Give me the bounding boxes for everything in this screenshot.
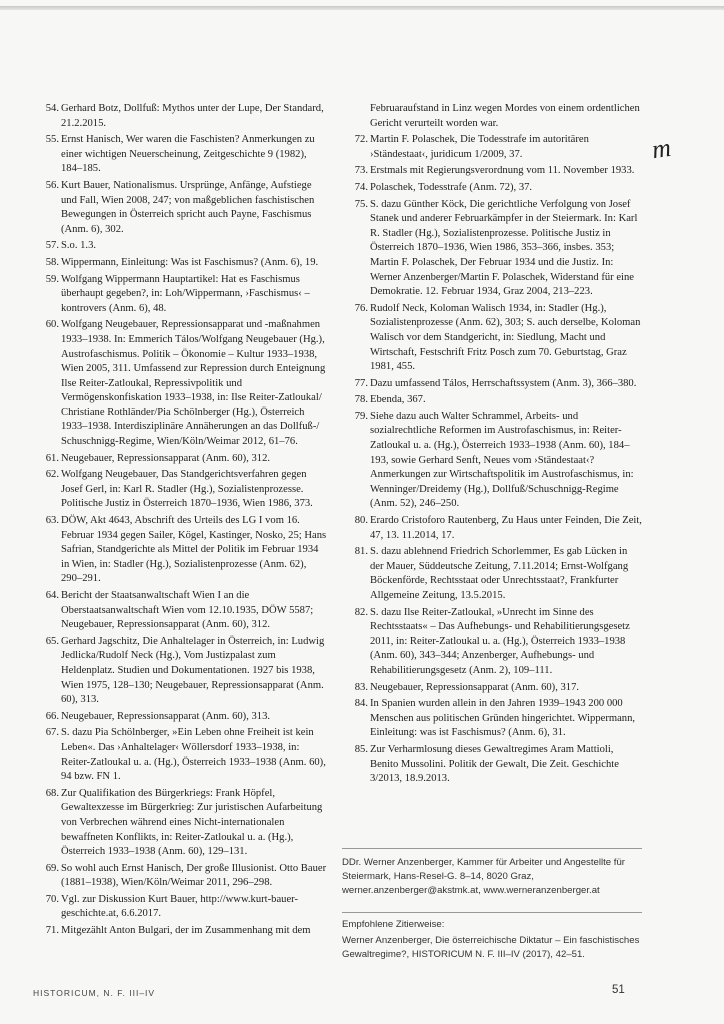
footnote-text: Neugebauer, Repressionsapparat (Anm. 60), 317. <box>370 681 580 693</box>
footnote <box>342 181 642 196</box>
footnote-text: Gerhard Jagschitz, Die Anhaltelager in Österreich, in: Ludwig Jedlicka/Rudolf Neck (Hg.), Vom Justizpalast zum Heldenplatz. Studien und Dokumentationen. 1927 bis 1938, Wien 1975, 128–130; Neugebauer, Repressionsapparat (Anm. 60), 313. <box>61 635 325 706</box>
footnote <box>342 545 642 603</box>
footnote-number: 69. <box>45 862 59 874</box>
footnote-number: 76. <box>354 302 368 314</box>
footnote-number: 85. <box>354 743 368 755</box>
footnote-number: 73. <box>354 165 368 177</box>
footnote-text: Zur Verharmlosung dieses Gewaltregimes Aram Mattioli, Benito Mussolini. Politik der Gewalt, Die Zeit. Geschichte 3/2013, 18.9.2013. <box>370 743 619 785</box>
author-affiliation: DDr. Werner Anzenberger, Kammer für Arbeiter und Angestellte für Steiermark, Hans-Resel-G. 8–14, 8020 Graz, werner.anzenberger@akstmk.at, www.werneranzenberger.at <box>342 857 625 896</box>
footnote-text: Erstmals mit Regierungsverordnung vom 11. November 1933. <box>370 165 635 177</box>
footnote <box>33 452 329 467</box>
footnote <box>342 410 642 512</box>
footnote-text: S. dazu Pia Schölnberger, »Ein Leben ohne Freiheit ist kein Leben«. Das ›Anhaltelager‹ Wöllersdorf 1933–1938, in: Reiter-Zatloukal u. a. (Hg.), Österreich 1933–1938 (Anm. 60), 94 bzw. FN 1. <box>61 727 326 783</box>
footnote <box>342 164 642 179</box>
footnote-number: 62. <box>45 469 59 481</box>
footnote <box>33 468 329 512</box>
journal-footer: HISTORICUM, N. F. III–IV <box>33 988 156 998</box>
footnote <box>33 239 329 254</box>
footnote <box>342 393 642 408</box>
footnote-number: 72. <box>354 134 368 146</box>
footnote-text: Februaraufstand in Linz wegen Mordes von einem ordentlichen Gericht verurteilt worden war. <box>370 103 640 129</box>
footnote-number: 78. <box>354 394 368 406</box>
footnote <box>33 635 329 708</box>
footnote-text: Vgl. zur Diskussion Kurt Bauer, http://www.kurt-bauer-geschichte.at, 6.6.2017. <box>61 893 298 920</box>
footnote <box>342 302 642 375</box>
footnote <box>342 102 642 131</box>
footnote-number: 81. <box>354 546 368 558</box>
footnote <box>33 514 329 587</box>
footnote-text: In Spanien wurden allein in den Jahren 1939–1943 200 000 Menschen aus politischen Gründen hingerichtet. Wippermann, Einleitung: was ist Faschismus? (Anm. 6), 31. <box>370 698 636 739</box>
footnote-text: S.o. 1.3. <box>61 240 97 252</box>
footnote-number: 77. <box>354 377 368 389</box>
footnote <box>342 743 642 787</box>
footnote <box>33 589 329 633</box>
footnote-text: Rudolf Neck, Koloman Walisch 1934, in: Stadler (Hg.), Sozialistenprozesse (Anm. 62), 303; S. auch derselbe, Koloman Walisch vor dem Standgericht, in: Siedlung, Macht und Wirtschaft, Festschrift Fritz Posch zum 70. Geburtstag, Graz 1981, 455. <box>370 302 641 373</box>
footnote <box>33 256 329 271</box>
footnote-number: 58. <box>45 256 59 268</box>
footnote-text: Wolfgang Wippermann Hauptartikel: Hat es Faschismus überhaupt gegeben?, in: Loh/Wippermann, ›Faschismus‹ – kontrovers (Anm. 6), 48. <box>61 273 310 314</box>
footnote-number: 55. <box>45 134 59 146</box>
footnote-text: Martin F. Polaschek, Die Todesstrafe im autoritären ›Ständestaat‹, juridicum 1/2009, 37. <box>370 134 589 160</box>
footnote-text: Erardo Cristoforo Rautenberg, Zu Haus unter Feinden, Die Zeit, 47, 13. 11.2014, 17. <box>370 515 642 541</box>
footnote <box>33 179 329 237</box>
footnote-number: 64. <box>45 590 59 601</box>
footnote <box>33 924 329 939</box>
footnote <box>33 710 329 725</box>
footnote <box>342 377 642 392</box>
footnote-text: Kurt Bauer, Nationalismus. Ursprünge, Anfänge, Aufstiege und Fall, Wien 2008, 247; von maßgeblichen faschistischen Bewegungen in Österreich spricht auch Payne, Faschismus (Anm. 6), 302. <box>61 179 315 235</box>
footnote-text: Dazu umfassend Tálos, Herrschaftssystem (Anm. 3), 366–380. <box>370 377 637 389</box>
footnote <box>33 787 329 860</box>
footnote <box>33 133 329 177</box>
footnote-text: Gerhard Botz, Dollfuß: Mythos unter der Lupe, Der Standard, 21.2.2015. <box>61 103 324 129</box>
footnote-number: 71. <box>45 925 59 937</box>
page-number: 51 <box>612 984 625 996</box>
footnote <box>33 726 329 784</box>
footnote-text: Siehe dazu auch Walter Schrammel, Arbeits- und sozialrechtliche Reformen im Austrofaschismus, in: Reiter-Zatloukal u. a. (Hg.), Österreich 1933–1938 (Anm. 60), 184–193, sowie Gerhard Senft, Neues vom ›Ständestaat‹? Anmerkungen zur Wirtschaftspolitik im Austrofaschismus, in: Wenninger/Dreidemy (Hg.), Dollfuß/Schuschnigg-Regime (Anm. 52), 246–250. <box>370 410 634 510</box>
footnote <box>342 514 642 543</box>
footnote-text: Ernst Hanisch, Wer waren die Faschisten? Anmerkungen zu einer wichtigen Neuerscheinung, Zeitgeschichte 9 (1982), 184–185. <box>61 134 315 175</box>
footnote <box>33 273 329 317</box>
footnote-text: Neugebauer, Repressionsapparat (Anm. 60), 313. <box>61 710 271 722</box>
footnotes-left-column <box>33 102 329 941</box>
footnote <box>342 697 642 741</box>
footnote-number: 83. <box>354 681 368 693</box>
footnote-text: Zur Qualifikation des Bürgerkriegs: Frank Höpfel, Gewaltexzesse im Bürgerkrieg: Zur juristischen Aufarbeitung von Verbrechen während eines Nicht-internationalen bewaffneten Konflikts, in: Reiter-Zatloukal u. a. (Hg.), Österreich 1933–1938 (Anm. 60), 129–131. <box>61 787 323 858</box>
scan-top-edge <box>0 6 724 10</box>
footnote-text: Ebenda, 367. <box>370 394 426 406</box>
footnote-number: 67. <box>45 727 59 739</box>
footnote-text: S. dazu ablehnend Friedrich Schorlemmer, Es gab Lücken in der Mauer, Süddeutsche Zeitung, 7.11.2014; Ernst-Wolfgang Böckenförde, Rechtsstaat oder Unrechtsstaat?, Frankfurter Allgemeine Zeitung, 13.5.2015. <box>370 546 629 601</box>
footnote-text: S. dazu Günther Köck, Die gerichtliche Verfolgung von Josef Stanek und anderer Februarkämpfer in der Steiermark. In: Karl R. Stadler (Hg.), Sozialistenprozesse. Politische Justiz in Österreich 1870–1936, Wien 1986, 353–366, insbes. 353; Martin F. Polaschek, Der Februar 1934 und die Justiz. In: Werner Anzenberger/Martin F. Polaschek, Widerstand für eine Demokratie. 12. Februar 1934, Graz 2004, 213–223. <box>370 198 638 298</box>
footnote-number: 54. <box>45 103 59 114</box>
footnote-number: 80. <box>354 515 368 527</box>
footnote-number: 75. <box>354 198 368 210</box>
footnote-number: 65. <box>45 635 59 647</box>
citation-heading: Empfohlene Zitierweise: <box>342 919 445 930</box>
footnote <box>33 102 329 131</box>
footnote-text: So wohl auch Ernst Hanisch, Der große Illusionist. Otto Bauer (1881–1938), Wien/Köln/Weimar 2011, 296–298. <box>61 862 327 889</box>
footnote-text: Mitgezählt Anton Bulgari, der im Zusammenhang mit dem <box>61 925 311 937</box>
author-divider <box>342 848 642 849</box>
footnote-number: 66. <box>45 710 59 722</box>
handwritten-mark: m <box>650 132 673 165</box>
citation-divider <box>342 912 642 913</box>
footnote-text: Polaschek, Todesstrafe (Anm. 72), 37. <box>370 181 533 193</box>
footnote <box>33 893 329 922</box>
footnote-number: 61. <box>45 452 59 464</box>
footnote-text: S. dazu Ilse Reiter-Zatloukal, »Unrecht im Sinne des Rechtsstaats« – Das Aufhebungs- und Rehabilitierungsgesetz 2011, in: Reiter-Zatloukal u. a. (Hg.), Österreich 1933–1938 (Anm. 60), 343–344; Anzenberger, Aufhebungs- und Rehabilitierungsgesetz (Anm. 2), 109–111. <box>370 606 630 676</box>
footnote-number: 57. <box>45 240 59 252</box>
footnote-text: Neugebauer, Repressionsapparat (Anm. 60), 312. <box>61 452 271 464</box>
footnote-number: 68. <box>45 787 59 799</box>
footnote-number: 84. <box>354 698 368 710</box>
footnote-text: Wippermann, Einleitung: Was ist Faschismus? (Anm. 6), 19. <box>61 256 319 268</box>
footnote-number: 70. <box>45 893 59 905</box>
footnote-text: Wolfgang Neugebauer, Repressionsapparat und -maßnahmen 1933–1938. In: Emmerich Tálos/Wolfgang Neugebauer (Hg.), Austrofaschismus. Politik – Ökonomie – Kultur 1933–1938, Wien 2005, 311. Umfassend zur Repression durch Enteignung Ilse Reiter-Zatloukal, Repressivpolitik und Vermögenskonfiskation 1933–1938, in: Ilse Reiter-Zatloukal/ Christiane Rothländer/Pia Schölnberger (Hg.), Österreich 1933–1938. Interdisziplinäre Annäherungen an das Dollfuß-/ Schuschnigg-Regime, Wien/Köln/Weimar 2012, 61–76. <box>61 319 326 448</box>
citation-text: Werner Anzenberger, Die österreichische Diktatur – Ein faschistisches Gewaltregime?, HISTORICUM N. F. III–IV (2017), 42–51. <box>342 935 640 960</box>
footnotes-right-column <box>342 102 642 789</box>
footnote <box>342 606 642 679</box>
footnote <box>33 318 329 449</box>
footnote-text: Wolfgang Neugebauer, Das Standgerichtsverfahren gegen Josef Gerl, in: Karl R. Stadler (Hg.), Sozialistenprozesse. Politische Justiz in Österreich 1870–1936, Wien 1986, 373. <box>61 469 313 510</box>
footnote-number: 63. <box>45 515 59 527</box>
footnote-text: Bericht der Staatsanwaltschaft Wien I an die Oberstaatsanwaltschaft Wien vom 12.10.1935, DÖW 5587; Neugebauer, Repressionsapparat (Anm. 60), 312. <box>61 590 314 631</box>
footnote-number: 74. <box>354 181 368 193</box>
footnote-text: DÖW, Akt 4643, Abschrift des Urteils des LG I vom 16. Februar 1934 gegen Sailer, Kögel, Kastinger, Nosko, 25; Hans Safrian, Standgerichte als Mittel der Politik im Februar 1934 in Wien, in: Stadler (Hg.), Sozialistenprozesse (Anm. 62), 290–291. <box>61 515 327 585</box>
footnote-number: 82. <box>354 606 368 618</box>
footnote <box>342 198 642 300</box>
footnote <box>342 681 642 696</box>
footnote <box>33 862 329 891</box>
footnote-number: 60. <box>45 319 59 331</box>
footnote-number: 59. <box>45 273 59 285</box>
footnote <box>342 133 642 162</box>
footnote-number: 56. <box>45 179 59 191</box>
footnote-number: 79. <box>354 410 368 422</box>
